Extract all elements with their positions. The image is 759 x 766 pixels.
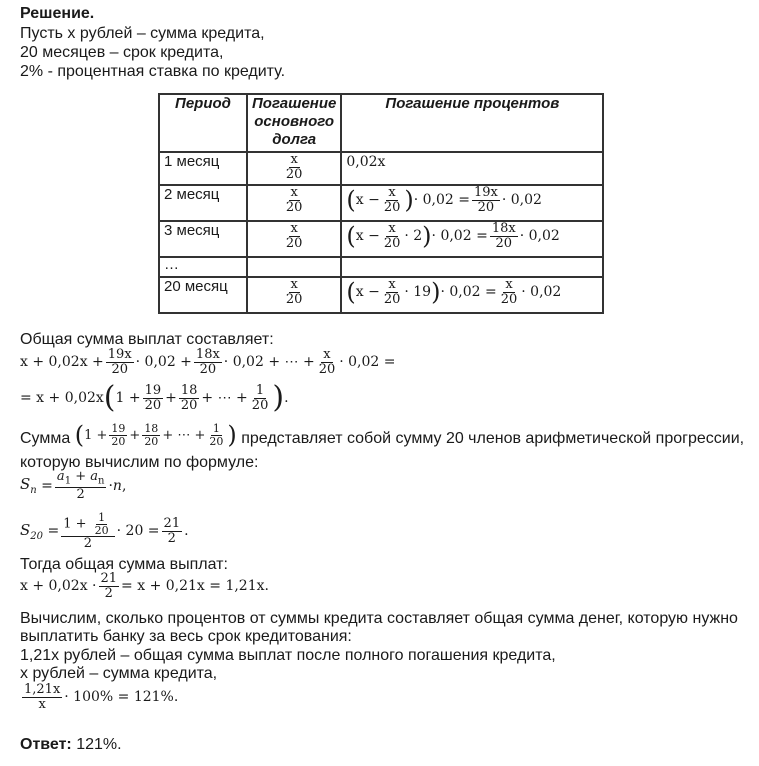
- formula-s20: $S_{20}$ = 1 + $\frac{1}{20}$ 2 · 20 = $\frac{21}{2}$ .: [20, 511, 189, 552]
- table-row: [159, 277, 603, 313]
- header-period: Период: [159, 94, 247, 152]
- intro-line-2: 20 месяцев – срок кредита,: [20, 44, 224, 61]
- formula-final: x + 0,02x · $\frac{21}{2}$ = x + 0,21x = 1,21x.: [20, 571, 269, 601]
- formula-total-2: = x + 0,02x ( 1 + $\frac{19}{20}$ + $\frac{18}{20}$ + ⋯ + $\frac{1}{20}$ ) .: [20, 380, 289, 415]
- row-principal: $\frac{x}{20}$: [247, 185, 341, 221]
- row-period: …: [159, 257, 247, 277]
- formula-percent: $\frac{1,21x}{x}$ · 100% = 121%.: [24, 682, 179, 712]
- solution-heading: Решение.: [20, 5, 95, 22]
- table-row: [159, 257, 603, 277]
- formula-sn: $S_n$ = $\frac{a_1 + a_n}{2}$ · n ,: [20, 469, 127, 503]
- row-principal: $\frac{x}{20}$: [247, 152, 341, 185]
- row-period: 3 месяц: [159, 221, 247, 257]
- table-row: [159, 221, 603, 257]
- answer: [20, 736, 122, 754]
- answer-value: 121%.: [76, 736, 122, 753]
- row-period: 20 месяц: [159, 277, 247, 313]
- row-interest: ( x − $\frac{x}{20}$ ) · 0,02 = $\frac{19x}{20}$ · 0,02: [341, 185, 603, 221]
- formula-label: которую вычислим по формуле:: [20, 454, 259, 471]
- table-row: [159, 185, 603, 221]
- row-principal: $\frac{x}{20}$: [247, 277, 341, 313]
- row-interest: ( x − $\frac{x}{20}$ · 19 ) · 0,02 = $\frac{x}{20}$ · 0,02: [341, 277, 603, 313]
- answer-label: Ответ:: [20, 736, 72, 753]
- line-x: х рублей – сумма кредита,: [20, 665, 218, 682]
- header-principal: Погашение основного долга: [247, 94, 341, 152]
- row-principal: $\frac{x}{20}$: [247, 221, 341, 257]
- formula-total-1: x + 0,02x + $\frac{19x}{20}$ · 0,02 + $\frac{18x}{20}$ · 0,02 + ⋯ + $\frac{x}{20}$ · 0,02 =: [20, 347, 396, 377]
- row-interest: ( x − $\frac{x}{20}$ · 2 ) · 0,02 = $\frac{18x}{20}$ · 0,02: [341, 221, 603, 257]
- intro-line-3: 2% - процентная ставка по кредиту.: [20, 63, 286, 80]
- sum-line: Сумма ( 1 + $\frac{19}{20}$ + $\frac{18}{20}$ + ⋯ + $\frac{1}{20}$ ) представляет собой сумму 20 членов арифметической прогрессии,: [20, 421, 745, 450]
- then-label: Тогда общая сумма выплат:: [20, 556, 228, 573]
- header-interest: Погашение процентов: [341, 94, 603, 152]
- line-121: 1,21х рублей – общая сумма выплат после полного погашения кредита,: [20, 647, 556, 664]
- intro-line-1: Пусть х рублей – сумма кредита,: [20, 25, 265, 42]
- row-period: 2 месяц: [159, 185, 247, 221]
- total-label: Общая сумма выплат составляет:: [20, 331, 274, 348]
- percent-text-2: выплатить банку за весь срок кредитования:: [20, 628, 352, 645]
- row-interest: 0,02x: [341, 152, 603, 185]
- row-period: 1 месяц: [159, 152, 247, 185]
- payment-table: [158, 93, 604, 314]
- percent-text-1: Вычислим, сколько процентов от суммы кредита составляет общая сумма денег, которую нужно: [20, 610, 738, 627]
- table-row: [159, 152, 603, 185]
